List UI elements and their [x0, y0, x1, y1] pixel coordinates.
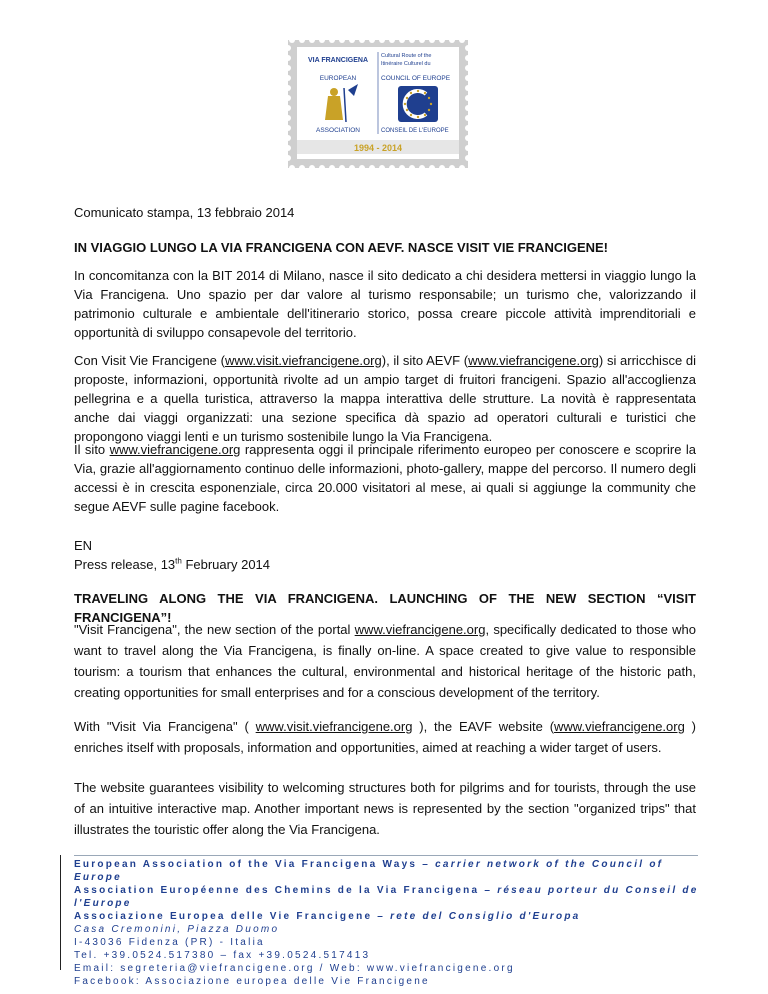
logo-via-francigena: VIA FRANCIGENA: [307, 57, 369, 64]
link-viefrancigene[interactable]: www.viefrancigene.org: [468, 353, 599, 368]
link-viefrancigene[interactable]: www.viefrancigene.org: [554, 719, 685, 734]
footer-facebook[interactable]: Facebook: Associazione europea delle Vie Francigene: [74, 976, 430, 987]
link-visit-viefrancigene[interactable]: www.visit.viefrancigene.org: [255, 719, 413, 734]
logo-years: 1994 - 2014: [353, 143, 403, 153]
language-label-en: EN: [74, 538, 93, 553]
footer-contact-block: [74, 858, 714, 988]
paragraph-en-3: The website guarantees visibility to welcoming structures both for pilgrims and for tourists, through the use of an intuitive interactive map. Another important news is represented by the section "organized trips" that illustrates the touristic offer along the Via Francigena.: [74, 780, 696, 837]
footer-side-rule: [60, 855, 61, 970]
press-release-date-it: Comunicato stampa, 13 febbraio 2014: [74, 205, 295, 220]
logo-european: EUROPEAN: [319, 75, 357, 82]
paragraph-it-3: Il sito www.viefrancigene.org rappresenta oggi il principale riferimento europeo per conoscere e scoprire la Via, grazie all'aggiornamento continuo delle informazioni, photo-gallery, mappe del percorso. Il numero degli accessi è in crescita esponenziale, circa 20.000 visitatori al mese, ai quali si aggiunge la community che segue AEVF sulle pagine facebook.: [74, 442, 696, 514]
footer-city: I-43036 Fidenza (PR) - Italia: [74, 937, 265, 948]
logo-council-of-europe: COUNCIL OF EUROPE: [381, 75, 451, 82]
press-release-title-it: IN VIAGGIO LUNGO LA VIA FRANCIGENA CON AEVF. NASCE VISIT VIE FRANCIGENE!: [74, 240, 608, 255]
footer-address: Casa Cremonini, Piazza Duomo: [74, 924, 280, 935]
press-release-title-en: TRAVELING ALONG THE VIA FRANCIGENA. LAUNCHING OF THE NEW SECTION “VISIT FRANCIGENA”!: [74, 591, 696, 625]
association-logo: [288, 40, 468, 168]
paragraph-en-1: "Visit Francigena", the new section of the portal www.viefrancigene.org, specifically dedicated to those who want to travel along the Via Francigena, is finally on-line. A space created to give value to responsible tourism: a tourism that enhances the cultural, environmental and historical heritage of the historic path, creating opportunities for small enterprises and for a conscious development of the territory.: [74, 622, 697, 700]
press-release-date-en: Press release, 13th February 2014: [74, 556, 271, 572]
logo-itineraire: Itinéraire Culturel du: [381, 61, 431, 67]
link-viefrancigene[interactable]: www.viefrancigene.org: [354, 622, 486, 637]
footer-line-fr-cont: l'Europe: [74, 898, 132, 909]
paragraph-en-2: With "Visit Via Francigena" ( www.visit.viefrancigene.org ), the EAVF website (www.viefrancigene.org ) enriches itself with proposals, information and opportunities, aimed at reaching a wider target of users.: [74, 719, 696, 755]
footer-line-it: Associazione Europea delle Vie Francigene – rete del Consiglio d'Europa: [74, 911, 581, 922]
paragraph-it-1: In concomitanza con la BIT 2014 di Milano, nasce il sito dedicato a chi desidera mettersi in viaggio lungo la Via Francigena. Uno spazio per dar valore al turismo responsabile; un turismo che, valorizzando il patrimonio culturale e ambientale dell'itinerario storico, possa creare piccole attività imprenditoriali e opportunità di sviluppo consapevole del territorio.: [74, 268, 696, 340]
link-visit-viefrancigene[interactable]: www.visit.viefrancigene.org: [224, 353, 382, 368]
footer-divider: [74, 855, 698, 856]
footer-phone: Tel. +39.0524.517380 – fax +39.0524.517413: [74, 950, 371, 961]
footer-line-en-cont: Europe: [74, 872, 122, 883]
logo-association: ASSOCIATION: [316, 127, 360, 134]
logo-conseil-europe: CONSEIL DE L'EUROPE: [381, 128, 449, 134]
paragraph-it-2: Con Visit Vie Francigene (www.visit.viefrancigene.org), il sito AEVF (www.viefrancigene.org) si arricchisce di proposte, informazioni, opportunità rivolte ad un ampio target di fruitori francigeni. Spazio all'accoglienza pellegrina e a quella turistica, attraverso la mappa interattiva delle strutture. La novità è rappresentata anche dai viaggi organizzati: una sezione specifica dà spazio ad operatori culturali e turistici che propongono viaggi lenti e un turismo sostenibile lungo la Via Francigena.: [74, 353, 696, 444]
footer-email-web[interactable]: Email: segreteria@viefrancigene.org / Web: www.viefrancigene.org: [74, 963, 515, 974]
footer-line-en: European Association of the Via Francigena Ways – carrier network of the Council of: [74, 859, 664, 870]
council-of-europe-emblem-icon: [398, 86, 438, 122]
footer-line-fr: Association Européenne des Chemins de la Via Francigena – réseau porteur du Conseil de: [74, 885, 699, 896]
logo-cultural-route: Cultural Route of the: [381, 53, 432, 59]
link-viefrancigene[interactable]: www.viefrancigene.org: [109, 442, 241, 457]
